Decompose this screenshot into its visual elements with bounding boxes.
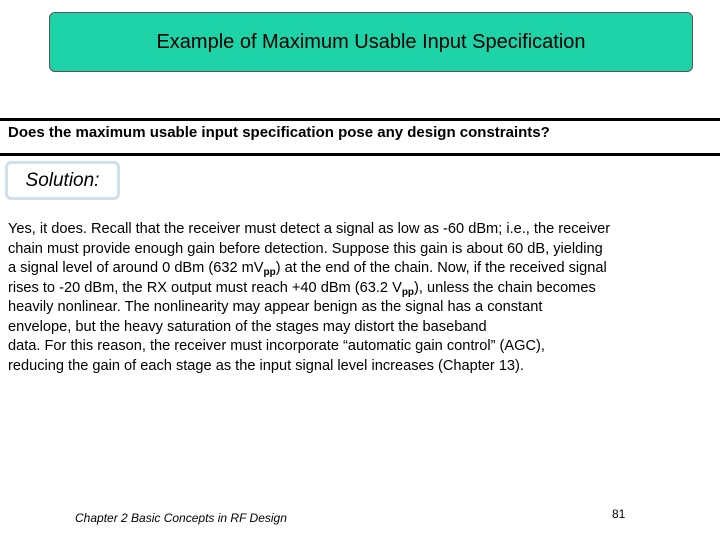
body-line: reducing the gain of each stage as the input signal level increases (Chapter 13). — [8, 357, 524, 374]
body-line — [8, 259, 718, 279]
subscript-pp: pp — [401, 286, 415, 298]
body-line: data. For this reason, the receiver must incorporate “automatic gain control” (AGC), — [8, 338, 545, 354]
bottom-divider — [0, 153, 720, 156]
page-number: 81 — [612, 507, 626, 521]
body-line: envelope, but the heavy saturation of the stages may distort the baseband — [8, 318, 487, 335]
body-line — [8, 279, 718, 299]
slide-title: Example of Maximum Usable Input Specification — [156, 30, 586, 53]
body-line-text: ) at the end of the chain. Now, if the received signal — [275, 260, 607, 276]
slide-title-box — [49, 12, 693, 72]
body-line: chain must provide enough gain before detection. Suppose this gain is about 60 dB, yielding — [8, 240, 603, 257]
footer-text: Chapter 2 Basic Concepts in RF Design — [75, 511, 287, 525]
body-line-text: a signal level of around 0 dBm (632 mV — [8, 260, 264, 276]
body-line: heavily nonlinear. The nonlinearity may appear benign as the signal has a constant — [8, 299, 543, 315]
solution-label-box — [5, 161, 120, 200]
question-text: Does the maximum usable input specification pose any design constraints? — [8, 124, 550, 141]
body-line-text: ), unless the chain becomes — [414, 279, 596, 296]
subscript-pp: pp — [263, 267, 276, 278]
body-line-text: rises to -20 dBm, the RX output must reach +40 dBm (63.2 V — [8, 279, 402, 296]
solution-label: Solution: — [25, 169, 100, 191]
solution-body — [8, 220, 718, 376]
body-line: Yes, it does. Recall that the receiver must detect a signal as low as -60 dBm; i.e., the receiver — [8, 221, 611, 237]
top-divider — [0, 118, 720, 121]
